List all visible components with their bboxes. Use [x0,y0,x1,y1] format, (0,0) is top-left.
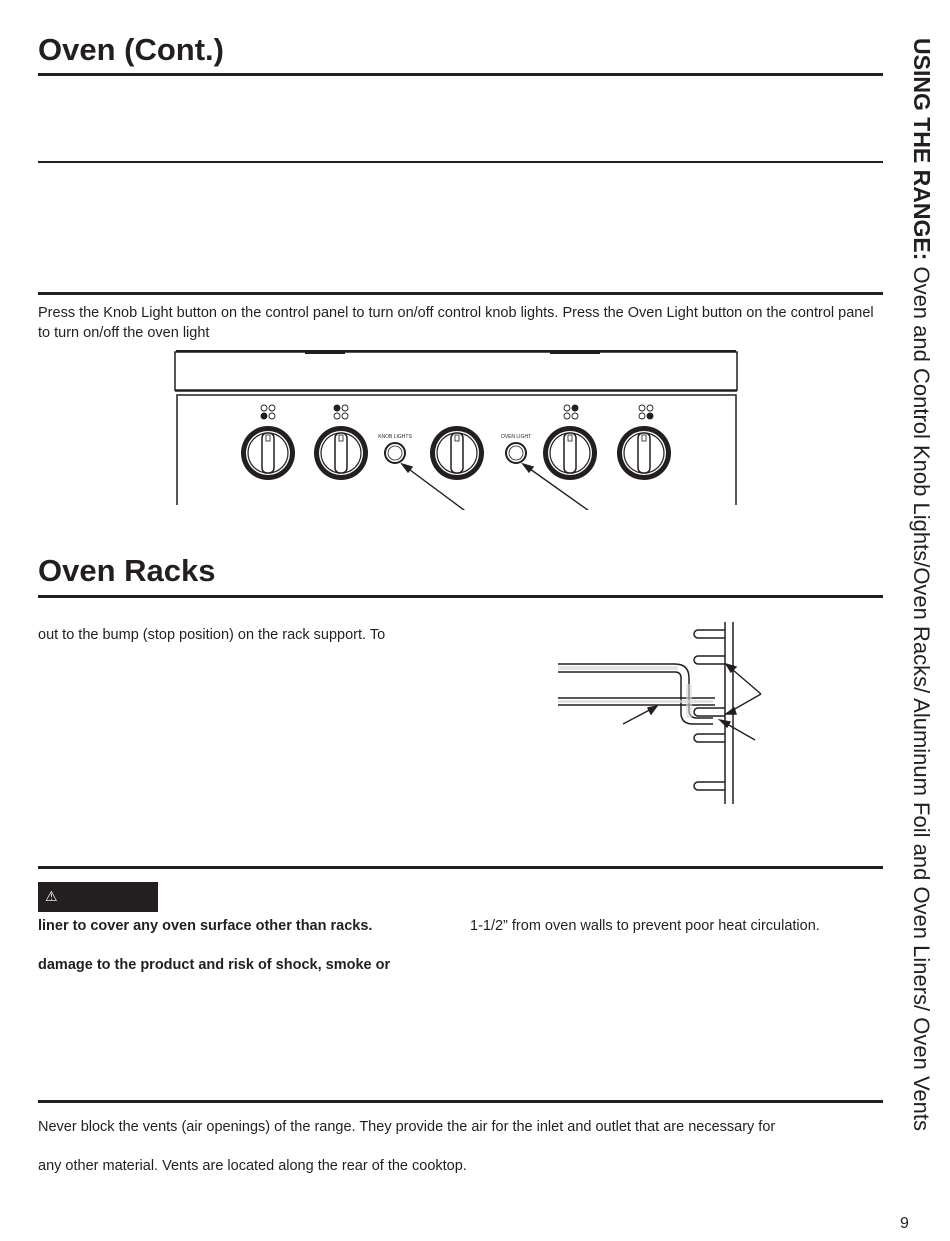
knob-3[interactable] [430,426,484,480]
side-section-title [902,38,942,1178]
title-rule [38,73,883,76]
section-divider [38,292,883,295]
oven-racks-rule [38,595,883,598]
knob-4[interactable] [543,405,597,480]
foil-right-text: 1-1/2” from oven walls to prevent poor heat circulation. [470,918,820,934]
side-title-bold: USING THE RANGE: [909,38,935,261]
control-panel-illustration [170,345,745,510]
foil-rule [38,866,883,869]
page-title: Oven (Cont.) [38,32,224,67]
lights-paragraph: Press the Knob Light button on the control panel to turn on/off control knob lights. Press the Oven Light button on the control panel to turn on/off the oven light [38,305,874,341]
foil-warning-line-1: liner to cover any oven surface other than racks. [38,918,373,934]
vents-line-2: any other material. Vents are located along the rear of the cooktop. [38,1158,467,1174]
knob-1[interactable] [241,405,295,480]
warning-badge [38,882,158,912]
warning-triangle-icon: ⚠ [45,888,58,904]
knob-2[interactable] [314,405,368,480]
knob-5[interactable] [617,405,671,480]
vents-line-1: Never block the vents (air openings) of the range. They provide the air for the inlet and outlet that are necessary for [38,1119,776,1135]
oven-racks-heading: Oven Racks [38,553,216,588]
page-number: 9 [900,1215,909,1232]
side-title-rest: Oven and Control Knob Lights/Oven Racks/ Aluminum Foil and Oven Liners/ Oven Vents [909,260,934,1132]
foil-warning-line-2: damage to the product and risk of shock, smoke or [38,957,391,973]
knob-lights-label: KNOB LIGHTS [378,434,412,440]
vents-rule [38,1100,883,1103]
knob-lights-button[interactable] [385,443,405,463]
rack-illustration [555,618,770,808]
racks-text: out to the bump (stop position) on the rack support. To [38,627,386,643]
section-divider [38,161,883,163]
oven-light-button[interactable] [506,443,526,463]
oven-light-label: OVEN LIGHT [500,434,532,440]
